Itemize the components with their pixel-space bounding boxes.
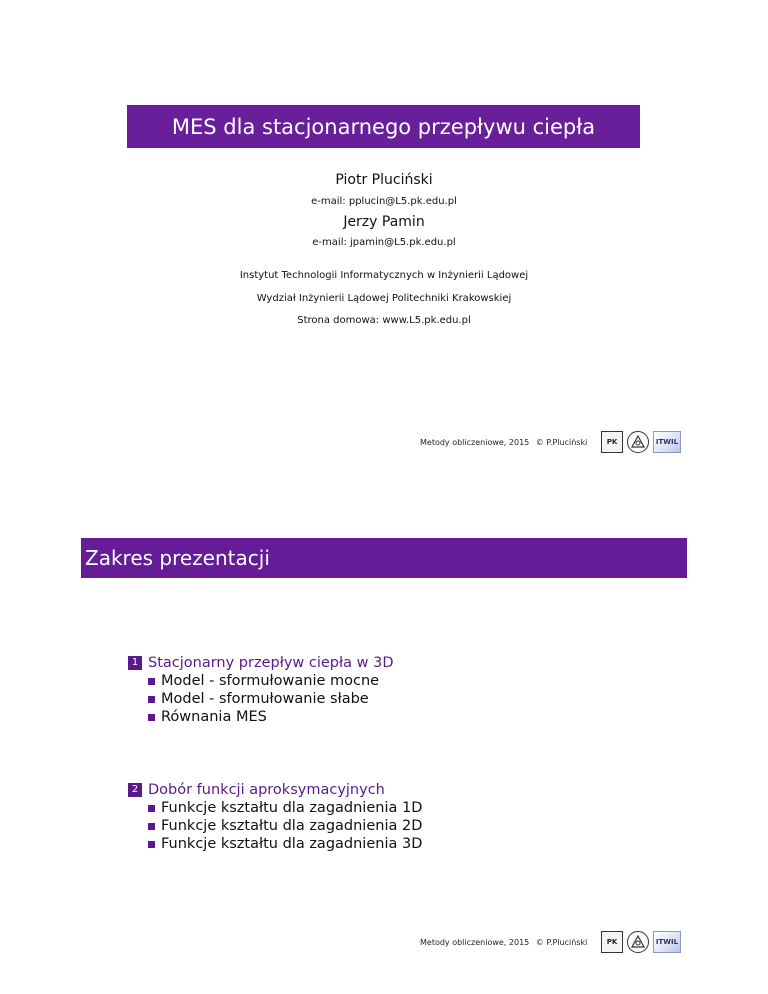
bullet-square-icon <box>148 823 155 830</box>
copyright-label: © P.Pluciński <box>535 438 588 447</box>
pk-logo: PK <box>601 931 623 953</box>
institute-logo <box>627 431 649 453</box>
footer-text <box>420 938 587 947</box>
author-name: Jerzy Pamin <box>343 214 425 230</box>
toc-section[interactable] <box>128 781 628 799</box>
faculty-line: Wydział Inżynierii Lądowej Politechniki Krakowskiej <box>256 293 512 304</box>
section-link[interactable]: Stacjonarny przepływ ciepła w 3D <box>148 655 394 671</box>
section-link[interactable]: Dobór funkcji aproksymacyjnych <box>148 782 385 798</box>
institute-line: Instytut Technologii Informatycznych w Inżynierii Lądowej <box>239 270 529 281</box>
bullet-square-icon <box>148 714 155 721</box>
section-number: 2 <box>128 783 142 797</box>
list-item[interactable]: Funkcje kształtu dla zagadnienia 1D <box>128 799 628 817</box>
itwil-logo: ITWIL <box>653 931 681 953</box>
bullet-square-icon <box>148 805 155 812</box>
bullet-square-icon <box>148 841 155 848</box>
bullet-square-icon <box>148 678 155 685</box>
author-email: e-mail: jpamin@L5.pk.edu.pl <box>312 237 456 248</box>
bullet-square-icon <box>148 696 155 703</box>
list-item[interactable]: Model - sformułowanie mocne <box>128 672 628 690</box>
footer-text <box>420 438 587 447</box>
section-title-bar <box>81 538 687 578</box>
list-item[interactable]: Model - sformułowanie słabe <box>128 690 628 708</box>
section-title: Zakres prezentacji <box>85 546 270 570</box>
list-item[interactable]: Równania MES <box>128 708 628 726</box>
list-item[interactable]: Funkcje kształtu dla zagadnienia 3D <box>128 835 628 853</box>
institute-logo <box>627 931 649 953</box>
course-label: Metody obliczeniowe, 2015 <box>420 438 530 447</box>
author-email: e-mail: pplucin@L5.pk.edu.pl <box>311 196 457 207</box>
itwil-logo: ITWIL <box>653 431 681 453</box>
homepage-line: Strona domowa: www.L5.pk.edu.pl <box>297 315 471 326</box>
list-item[interactable]: Funkcje kształtu dla zagadnienia 2D <box>128 817 628 835</box>
pk-logo: PK <box>601 431 623 453</box>
copyright-label: © P.Pluciński <box>535 938 588 947</box>
triangle-emblem-icon <box>630 434 646 450</box>
author-name: Piotr Pluciński <box>335 172 433 188</box>
course-label: Metody obliczeniowe, 2015 <box>420 938 530 947</box>
table-of-contents <box>128 654 628 853</box>
slide-title-box <box>127 105 640 148</box>
triangle-emblem-icon <box>630 934 646 950</box>
slide-title: MES dla stacjonarnego przepływu ciepła <box>171 114 596 139</box>
section-number: 1 <box>128 656 142 670</box>
toc-section[interactable] <box>128 654 628 672</box>
